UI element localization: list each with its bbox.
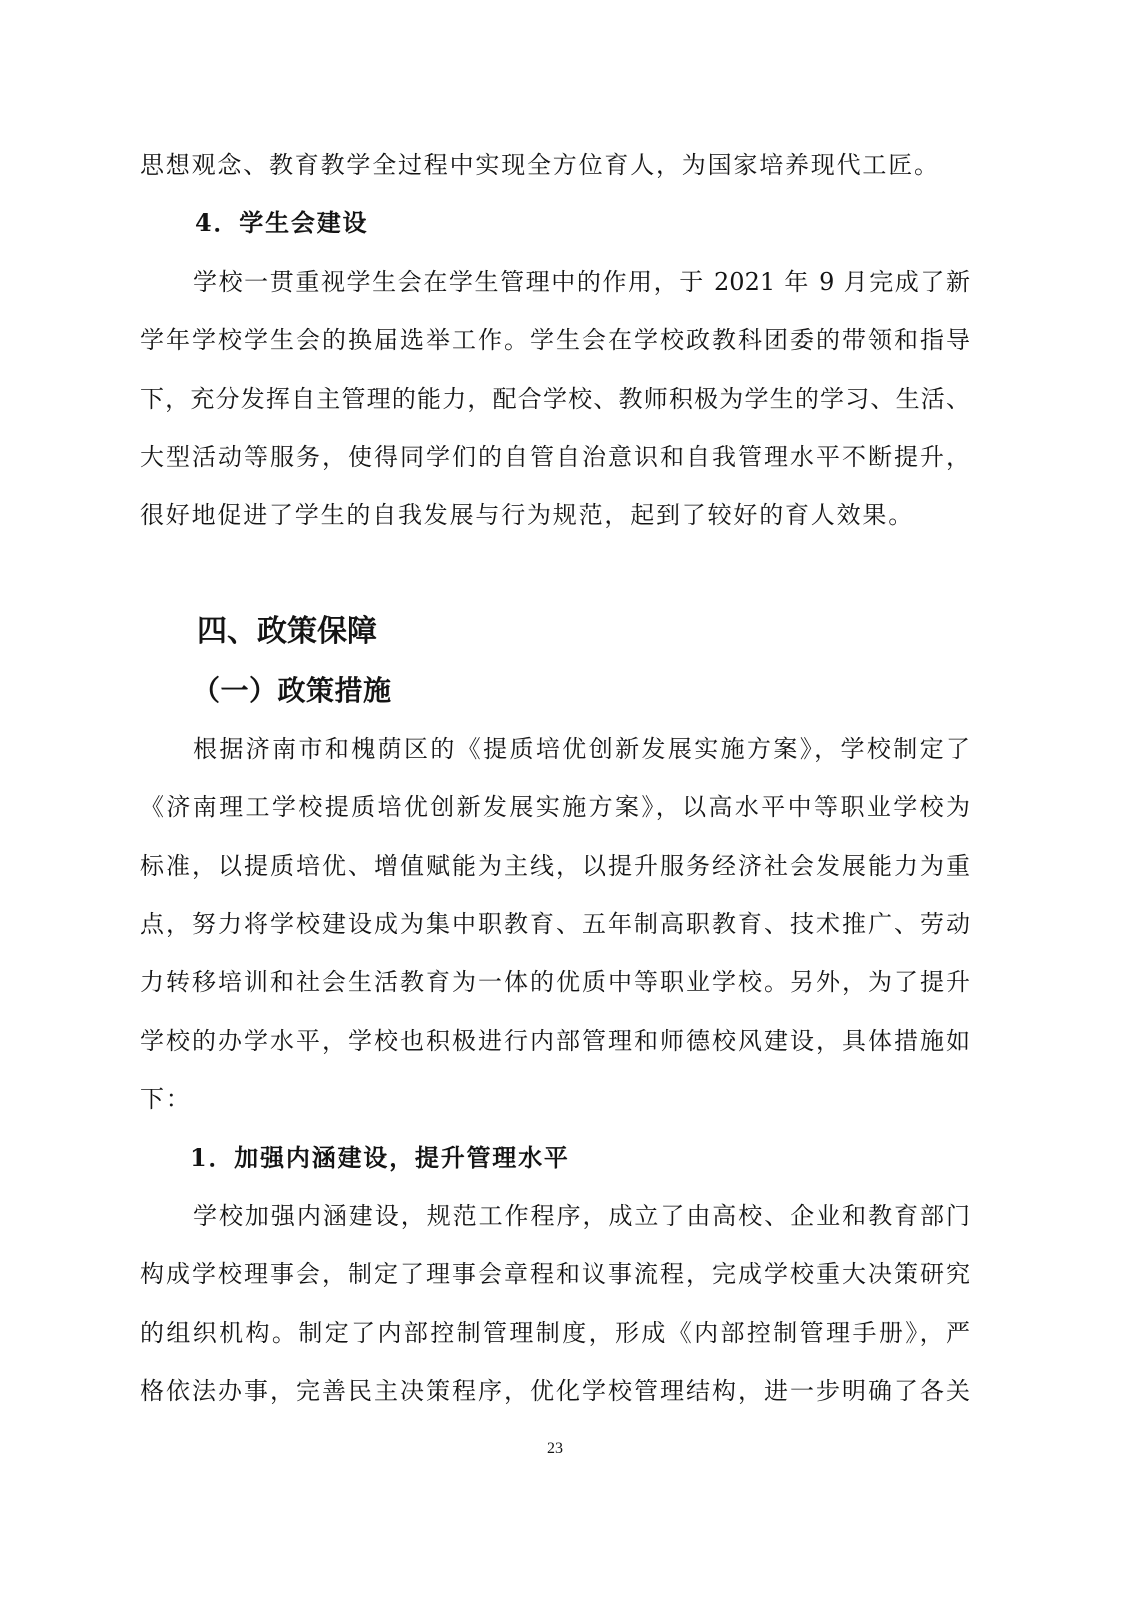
paragraph-line: 力转移培训和社会生活教育为一体的优质中等职业学校。另外，为了提升 [140, 968, 970, 997]
blank-line [140, 545, 970, 603]
paragraph-line: 点，努力将学校建设成为集中职教育、五年制高职教育、技术推广、劳动 [140, 910, 970, 939]
paragraph-line: 学校加强内涵建设，规范工作程序，成立了由高校、企业和教育部门 [193, 1202, 970, 1231]
paragraph-line: 学年学校学生会的换届选举工作。学生会在学校政教科团委的带领和指导 [140, 326, 970, 355]
paragraph-line: 学校的办学水平，学校也积极进行内部管理和师德校风建设，具体措施如 [140, 1026, 970, 1055]
paragraph-line: 大型活动等服务，使得同学们的自管自治意识和自我管理水平不断提升， [140, 442, 970, 471]
paragraph-line: 标准，以提质培优、增值赋能为主线，以提升服务经济社会发展能力为重 [140, 851, 970, 880]
paragraph-line: 下，充分发挥自主管理的能力，配合学校、教师积极为学生的学习、生活、 [140, 384, 970, 413]
paragraph-line: 思想观念、教育教学全过程中实现全方位育人，为国家培养现代工匠。 [140, 151, 940, 179]
text-body [140, 136, 970, 1421]
section-heading-student-union: 4．学生会建设 [195, 208, 369, 238]
paragraph-line: 格依法办事，完善民主决策程序，优化学校管理结构，进一步明确了各关 [140, 1377, 970, 1406]
paragraph-line: 下： [140, 1085, 192, 1114]
paragraph-line: 的组织机构。制定了内部控制管理制度，形成《内部控制管理手册》，严 [140, 1318, 970, 1347]
page-number: 23 [547, 1440, 563, 1457]
paragraph-line: 根据济南市和槐荫区的《提质培优创新发展实施方案》，学校制定了 [193, 734, 970, 763]
paragraph-line: 学校一贯重视学生会在学生管理中的作用，于 2021 年 9 月完成了新 [193, 267, 970, 296]
paragraph-line: 构成学校理事会，制定了理事会章程和议事流程，完成学校重大决策研究 [140, 1260, 970, 1289]
paragraph-line: 很好地促进了学生的自我发展与行为规范，起到了较好的育人效果。 [140, 501, 914, 530]
chapter-heading-policy: 四、政策保障 [197, 614, 377, 650]
paragraph-line: 《济南理工学校提质培优创新发展实施方案》，以高水平中等职业学校为 [140, 793, 970, 822]
section-heading-internal-construction: 1．加强内涵建设，提升管理水平 [190, 1142, 570, 1172]
subsection-heading-policy-measures: （一）政策措施 [192, 673, 392, 707]
